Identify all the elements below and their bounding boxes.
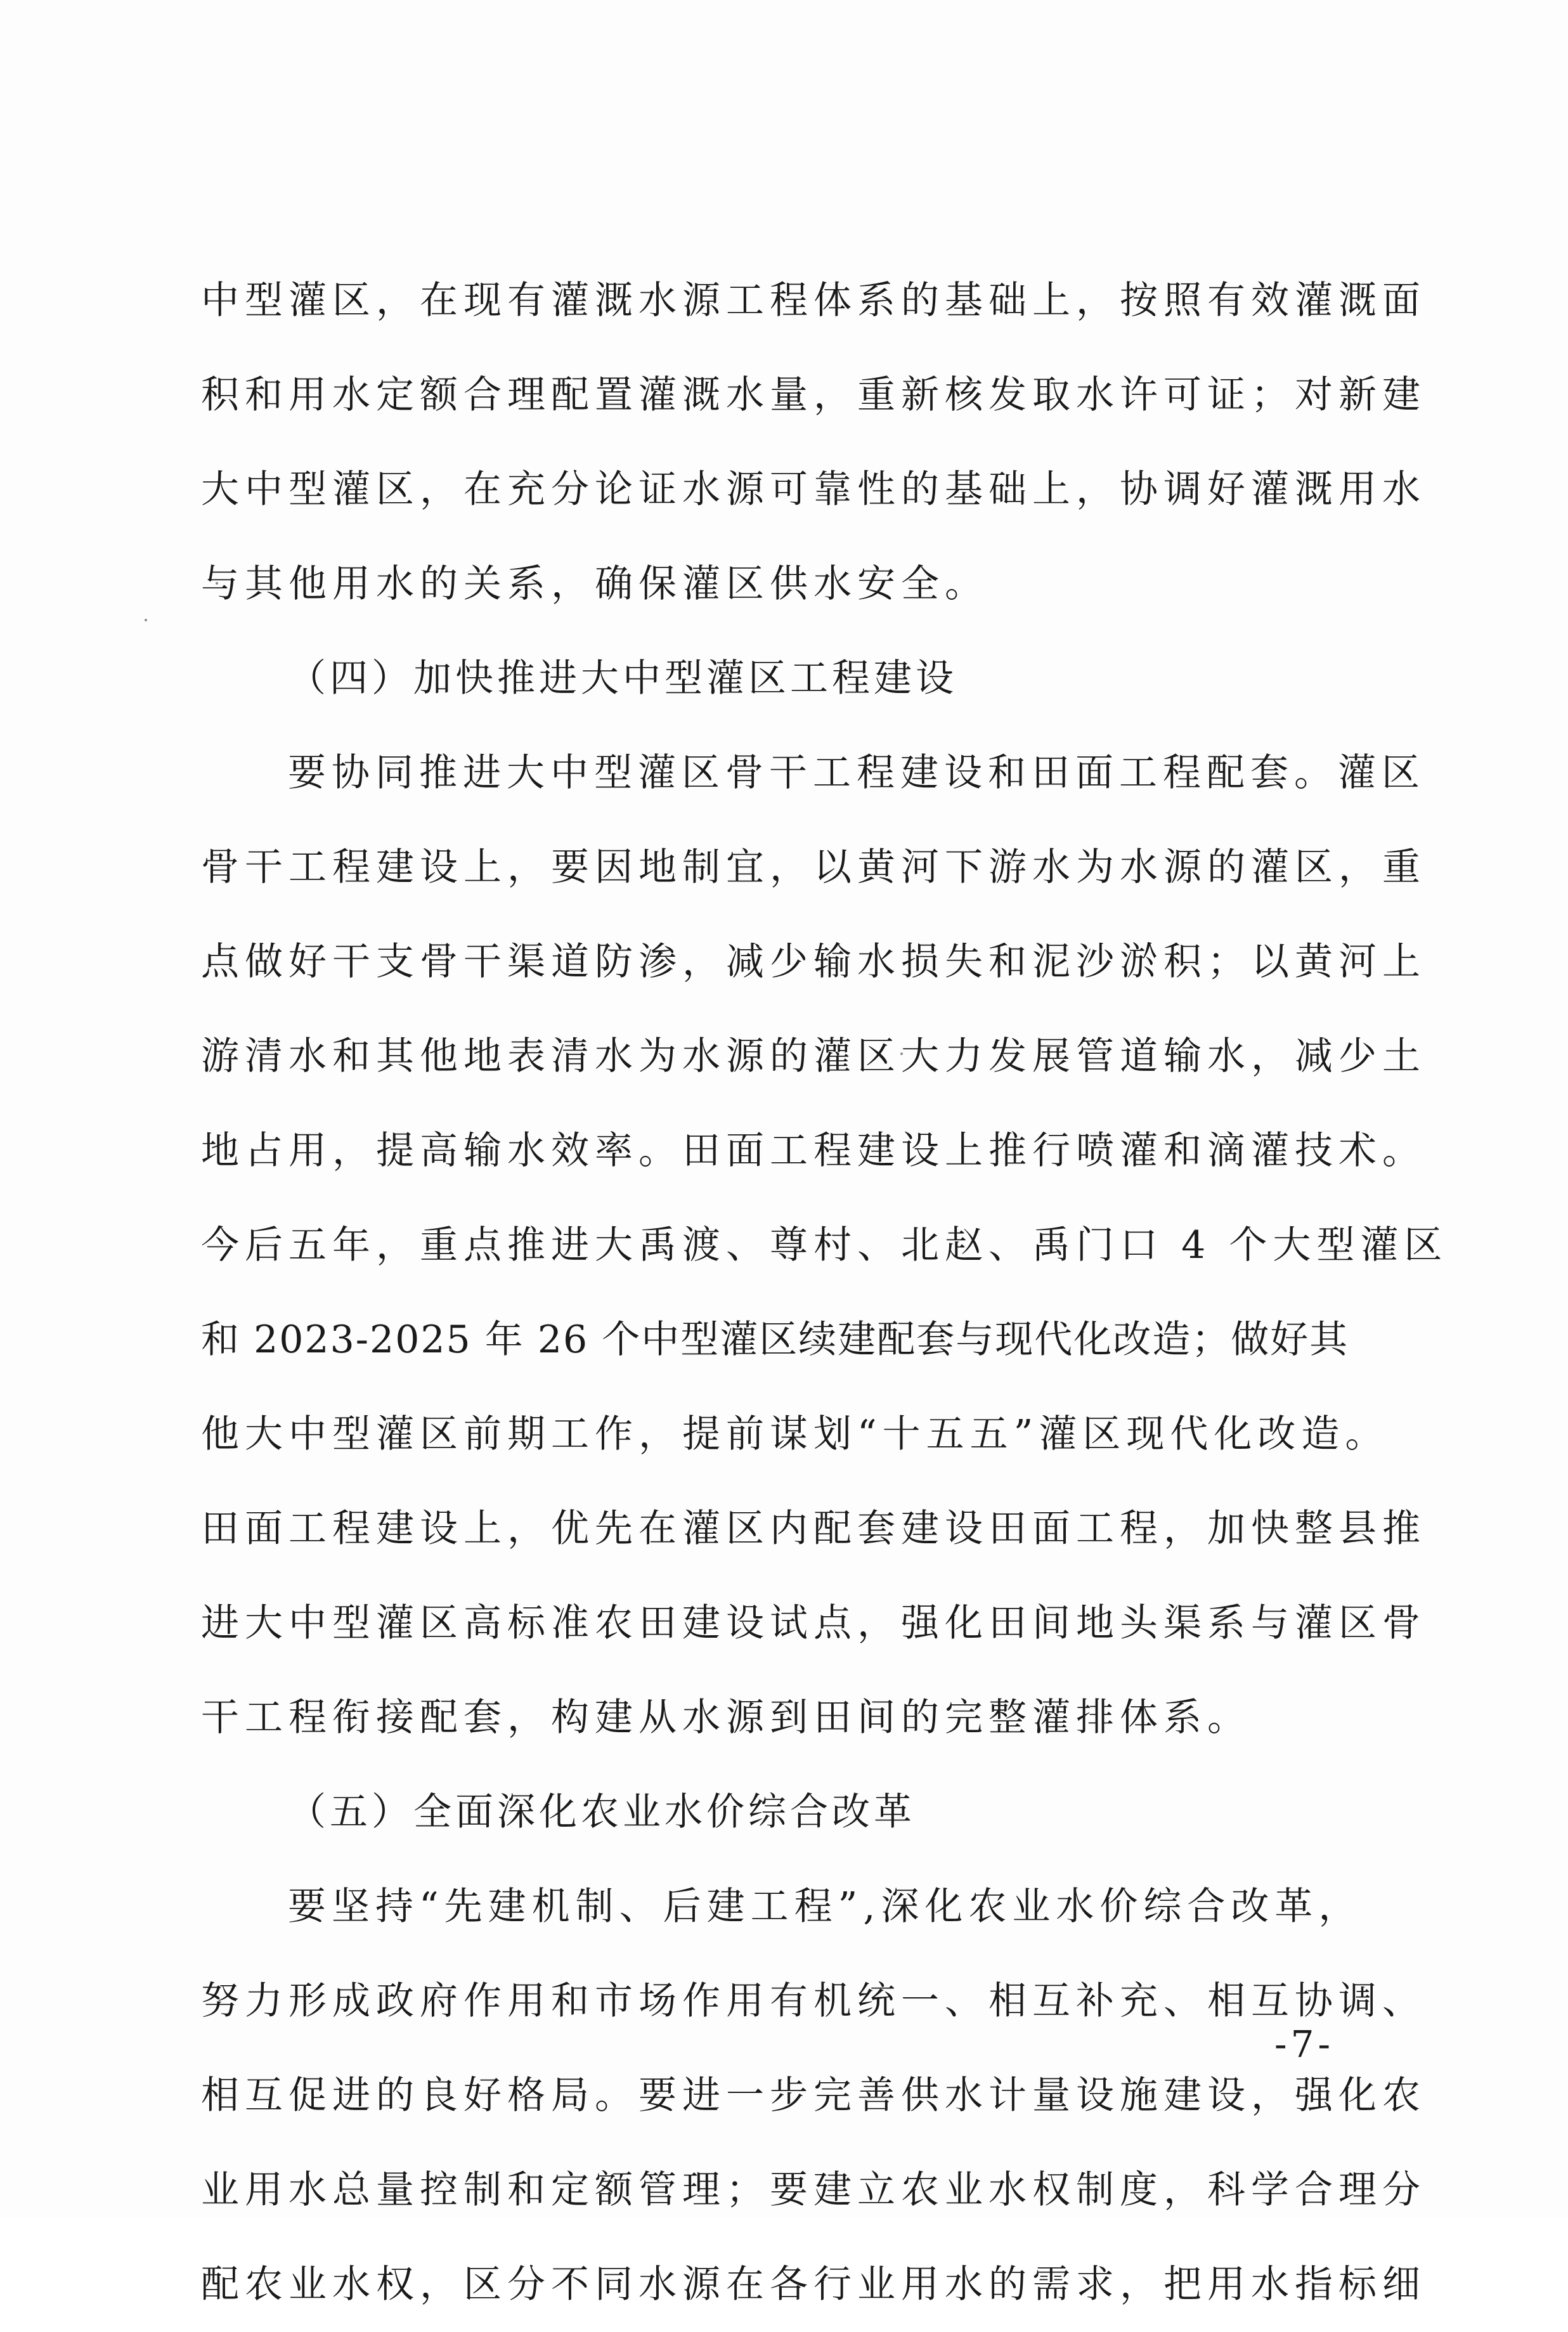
paragraph-line: 努力形成政府作用和市场作用有机统一、相互补充、相互协调、 [201,1979,1426,2023]
paragraph-line: 地占用，提高输水效率。田面工程建设上推行喷灌和滴灌技术。 [201,1129,1426,1173]
paragraph-line: 田面工程建设上，优先在灌区内配套建设田面工程，加快整县推 [201,1506,1426,1551]
paragraph-line: 今后五年，重点推进大禹渡、尊村、北赵、禹门口 4 个大型灌区 [201,1223,1448,1267]
paragraph-line: 骨干工程建设上，要因地制宜，以黄河下游水为水源的灌区，重 [201,845,1426,890]
paragraph-line: 相互促进的良好格局。要进一步完善供水计量设施建设，强化农 [201,2073,1426,2118]
paragraph-line: 干工程衔接配套，构建从水源到田间的完整灌排体系。 [201,1695,1251,1740]
paragraph-line: 与其他用水的关系，确保灌区供水安全。 [201,562,988,606]
paragraph-line: 要协同推进大中型灌区骨干工程建设和田面工程配套。灌区 [288,751,1425,795]
paragraph-line: 积和用水定额合理配置灌溉水量，重新核发取水许可证；对新建 [201,373,1426,417]
paragraph-line: 游清水和其他地表清水为水源的灌区大力发展管道输水，减少土 [201,1034,1426,1079]
paragraph-line: 进大中型灌区高标准农田建设试点，强化田间地头渠系与灌区骨 [201,1601,1426,1645]
paragraph-line: 业用水总量控制和定额管理；要建立农业水权制度，科学合理分 [201,2168,1426,2212]
paragraph-line: 要坚持“先建机制、后建工程”,深化农业水价综合改革， [288,1884,1363,1929]
paragraph-line: 他大中型灌区前期工作，提前谋划“十五五”灌区现代化改造。 [201,1412,1389,1456]
scan-speck [145,619,147,621]
section-heading-5: （五）全面深化农业水价综合改革 [288,1790,916,1834]
paragraph-line: 点做好干支骨干渠道防渗，减少输水损失和泥沙淤积；以黄河上 [201,940,1426,984]
paragraph-line: 中型灌区，在现有灌溉水源工程体系的基础上，按照有效灌溉面 [201,278,1426,323]
page-number: -7- [1274,2023,1335,2066]
paragraph-line: 和 2023-2025 年 26 个中型灌区续建配套与现代化改造；做好其 [201,1318,1349,1362]
paragraph-line: 大中型灌区，在充分论证水源可靠性的基础上，协调好灌溉用水 [201,467,1426,512]
body-text [201,254,1448,2332]
paragraph-line: 配农业水权，区分不同水源在各行业用水的需求，把用水指标细 [201,2262,1426,2307]
section-heading-4: （四）加快推进大中型灌区工程建设 [288,656,957,701]
